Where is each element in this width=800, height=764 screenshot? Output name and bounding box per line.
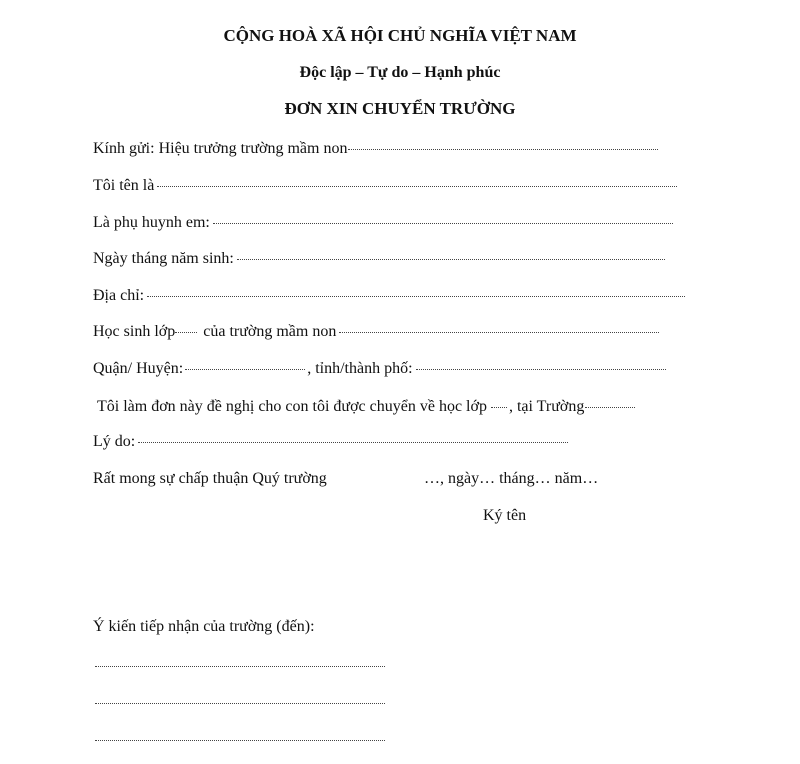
name-field[interactable] xyxy=(157,186,677,187)
request-text: Tôi làm đơn này đề nghị cho con tôi được chuyển về học lớp xyxy=(97,398,487,415)
current-class-field[interactable] xyxy=(175,332,197,333)
dob-row xyxy=(93,249,665,269)
reason-label: Lý do: xyxy=(93,433,136,450)
opinion-line-1[interactable] xyxy=(95,666,385,667)
recipient-row xyxy=(93,139,658,159)
signature-label: Ký tên xyxy=(483,507,527,524)
district-field[interactable] xyxy=(185,369,305,370)
name-row xyxy=(93,176,677,196)
child-name-field[interactable] xyxy=(213,223,673,224)
name-label: Tôi tên là xyxy=(93,177,155,194)
national-motto: Độc lập – Tự do – Hạnh phúc xyxy=(299,64,501,81)
current-school-label: của trường mầm non xyxy=(203,323,337,340)
province-label: , tỉnh/thành phố: xyxy=(307,360,413,377)
province-field[interactable] xyxy=(416,369,666,370)
recipient-school-field[interactable] xyxy=(348,149,658,150)
opinion-line-2[interactable] xyxy=(95,703,385,704)
receiving-school-label: Ý kiến tiếp nhận của trường (đến): xyxy=(93,618,315,635)
reason-row xyxy=(93,432,568,452)
class-label: Học sinh lớp xyxy=(93,323,176,340)
date-line[interactable]: …, ngày… tháng… năm… xyxy=(424,470,599,487)
new-school-label: , tại Trường xyxy=(508,398,585,415)
parent-of-label: Là phụ huynh em: xyxy=(93,214,210,231)
class-row xyxy=(93,322,659,342)
document-title: ĐƠN XIN CHUYỂN TRƯỜNG xyxy=(284,99,516,118)
request-row xyxy=(97,397,635,417)
recipient-label: Kính gửi: Hiệu trưởng trường mầm non xyxy=(93,140,348,157)
address-field[interactable] xyxy=(147,296,685,297)
reason-field[interactable] xyxy=(138,442,568,443)
new-class-field[interactable] xyxy=(491,407,507,408)
dob-field[interactable] xyxy=(237,259,665,260)
new-school-field[interactable] xyxy=(585,407,635,408)
parent-of-row xyxy=(93,213,673,233)
address-label: Địa chỉ: xyxy=(93,287,145,304)
address-row xyxy=(93,286,685,306)
closing-text: Rất mong sự chấp thuận Quý trường xyxy=(93,470,327,487)
current-school-field[interactable] xyxy=(339,332,659,333)
district-label: Quận/ Huyện: xyxy=(93,360,184,377)
opinion-line-3[interactable] xyxy=(95,740,385,741)
dob-label: Ngày tháng năm sinh: xyxy=(93,250,234,267)
nation-title: CỘNG HOÀ XÃ HỘI CHỦ NGHĨA VIỆT NAM xyxy=(223,26,577,45)
district-row xyxy=(93,359,666,379)
